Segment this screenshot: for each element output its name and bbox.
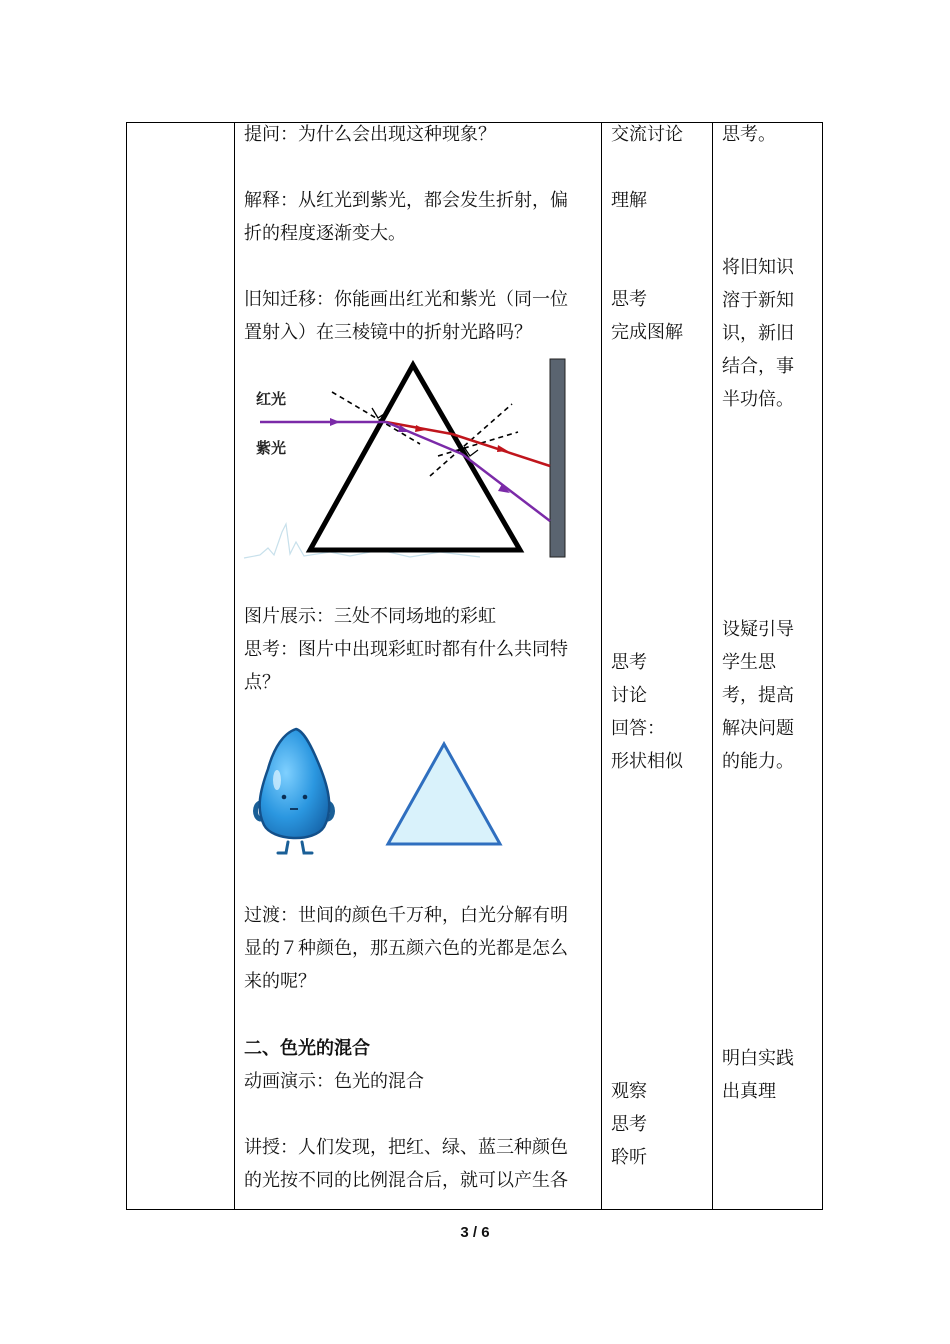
red-light-label: 红光	[256, 390, 287, 408]
picture-show-text: 图片展示：三处不同场地的彩虹	[244, 606, 496, 627]
think-text: 点？	[244, 672, 280, 693]
lecture-text: 的光按不同的比例混合后，就可以产生各	[244, 1170, 568, 1191]
student-activity: 回答：	[611, 718, 665, 739]
design-intent: 溶于新知	[722, 290, 794, 311]
prism-refraction-diagram	[240, 352, 580, 567]
student-activity: 思考	[611, 652, 647, 673]
screen	[550, 359, 565, 557]
design-intent: 思考。	[722, 124, 776, 145]
student-activity: 聆听	[611, 1147, 647, 1168]
triangle-shape	[382, 738, 506, 848]
student-activity: 交流讨论	[611, 124, 683, 145]
transfer-text: 置射入）在三棱镜中的折射光路吗？	[244, 322, 532, 343]
transfer-text: 旧知迁移：你能画出红光和紫光（同一位	[244, 289, 568, 310]
purple-light-label: 紫光	[256, 439, 287, 457]
design-intent: 的能力。	[722, 751, 794, 772]
student-activity: 思考	[611, 289, 647, 310]
design-intent: 明白实践	[722, 1048, 794, 1069]
water-drop-illustration	[250, 725, 336, 857]
design-intent: 学生思	[722, 652, 776, 673]
arrow-icon	[497, 445, 508, 452]
watermark-outline	[244, 524, 480, 558]
table-divider	[234, 122, 235, 1210]
design-intent: 半功倍。	[722, 389, 794, 410]
think-text: 思考：图片中出现彩虹时都有什么共同特	[244, 639, 568, 660]
page-number: 3 / 6	[460, 1224, 490, 1241]
purple-ray	[462, 454, 550, 521]
design-intent: 出真理	[722, 1081, 776, 1102]
design-intent: 将旧知识	[722, 257, 794, 278]
student-activity: 形状相似	[611, 751, 683, 772]
question-text: 提问：为什么会出现这种现象？	[244, 124, 496, 145]
student-activity: 思考	[611, 1114, 647, 1135]
student-activity: 讨论	[611, 685, 647, 706]
section-heading: 二、色光的混合	[244, 1038, 370, 1059]
design-intent: 设疑引导	[722, 619, 794, 640]
student-activity: 观察	[611, 1081, 647, 1102]
student-activity: 理解	[611, 190, 647, 211]
lecture-text: 讲授：人们发现，把红、绿、蓝三种颜色	[244, 1137, 568, 1158]
design-intent: 识，新旧	[722, 323, 794, 344]
transition-text: 来的呢？	[244, 971, 316, 992]
table-divider	[712, 122, 713, 1210]
arrow-icon	[330, 418, 340, 426]
explanation-text: 解释：从红光到紫光，都会发生折射，偏	[244, 190, 568, 211]
transition-text: 显的７种颜色，那五颜六色的光都是怎么	[244, 938, 568, 959]
design-intent: 结合，事	[722, 356, 794, 377]
design-intent: 考，提高	[722, 685, 794, 706]
student-activity: 完成图解	[611, 322, 683, 343]
table-divider	[601, 122, 602, 1210]
explanation-text: 折的程度逐渐变大。	[244, 223, 406, 244]
animation-text: 动画演示：色光的混合	[244, 1071, 424, 1092]
transition-text: 过渡：世间的颜色千万种，白光分解有明	[244, 905, 568, 926]
prism-triangle	[310, 365, 520, 550]
design-intent: 解决问题	[722, 718, 794, 739]
